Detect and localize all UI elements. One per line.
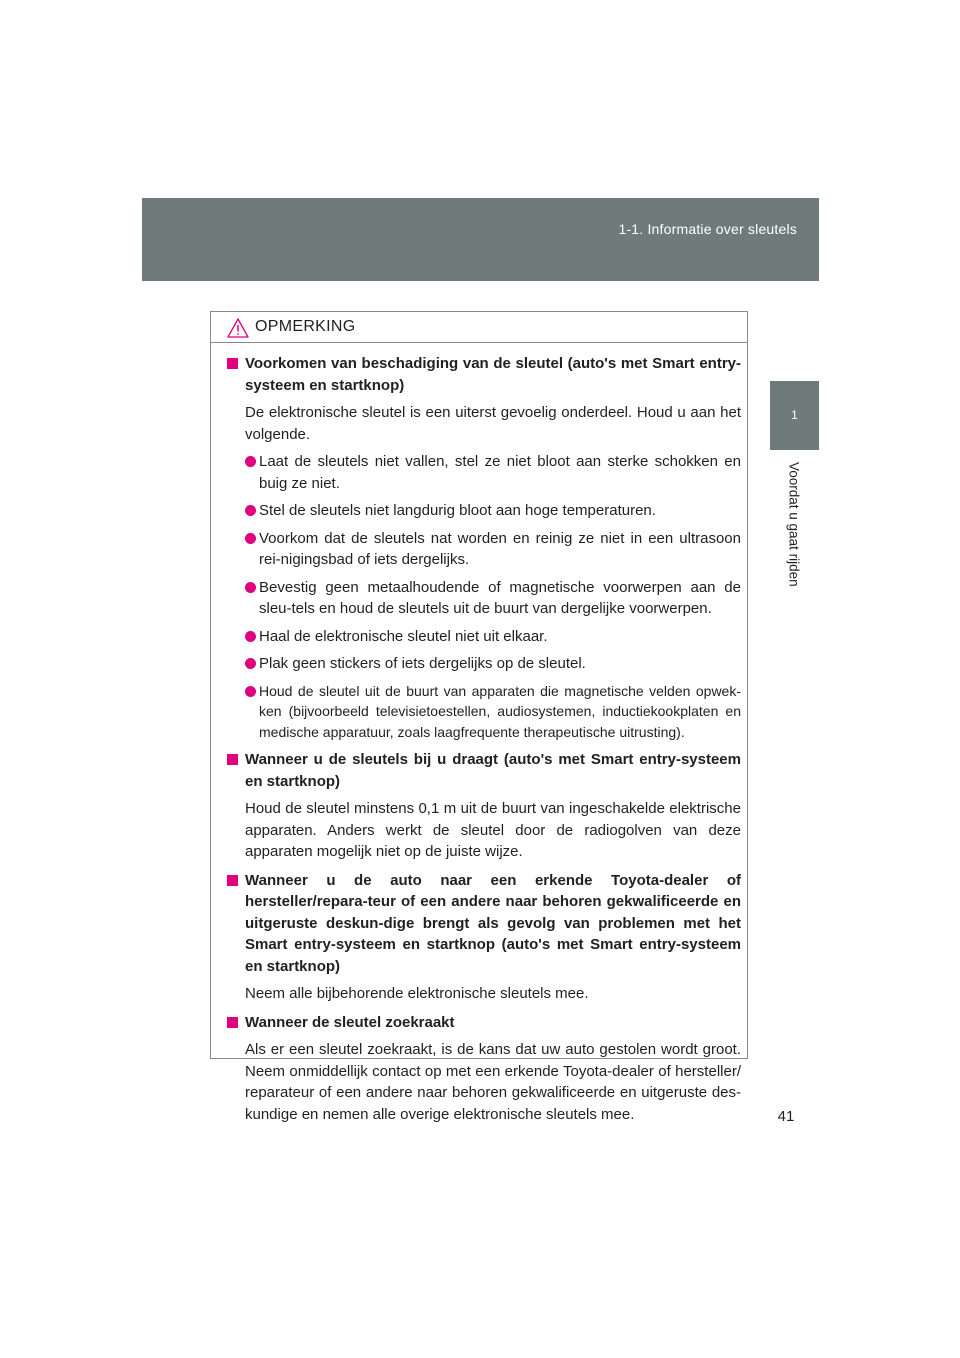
round-bullet-icon xyxy=(245,582,256,593)
round-bullet-icon xyxy=(245,533,256,544)
notice-title: OPMERKING xyxy=(255,318,356,335)
notice-box xyxy=(210,311,748,1123)
notice-section xyxy=(227,749,741,863)
section-header-band xyxy=(142,198,819,281)
notice-section xyxy=(227,1012,741,1126)
list-item: Bevestig geen metaalhoudende of magnetische voorwerpen aan de sleu-tels en houd de sleutels uit de buurt van dergelijke voorwerpen. xyxy=(227,577,741,620)
page-number: 41 xyxy=(777,1108,795,1125)
notice-body xyxy=(211,343,747,1125)
square-bullet-icon xyxy=(227,754,238,765)
round-bullet-icon xyxy=(245,686,256,697)
round-bullet-icon xyxy=(245,631,256,642)
square-bullet-icon xyxy=(227,875,238,886)
notice-header xyxy=(211,312,747,343)
list-item: Haal de elektronische sleutel niet uit elkaar. xyxy=(227,626,741,648)
list-item: Stel de sleutels niet langdurig bloot aan hoge temperaturen. xyxy=(227,500,741,522)
list-item: Laat de sleutels niet vallen, stel ze niet bloot aan sterke schokken en buig ze niet. xyxy=(227,451,741,494)
chapter-label xyxy=(770,462,819,602)
section-paragraph: Neem alle bijbehorende elektronische sleutels mee. xyxy=(245,985,589,1002)
list-item: Houd de sleutel uit de buurt van apparaten die magnetische velden opwek-ken (bijvoorbeeld televisietoestellen, audiosystemen, inductiekookplaten en medische apparatuur, zoals laagfrequente therapeutische uitrusting). xyxy=(227,681,741,743)
square-bullet-icon xyxy=(227,1017,238,1028)
warning-triangle-icon xyxy=(227,318,249,338)
notice-section xyxy=(227,353,741,742)
chapter-tab xyxy=(770,381,819,450)
section-heading: Wanneer u de auto naar een erkende Toyota-dealer of hersteller/repara-teur of een andere naar behoren gekwalificeerde en uitgeruste deskun-dige brengt als gevolg van problemen met het Smart entry-systeem en startknop (auto's met Smart entry-systeem en startknop) xyxy=(227,870,741,978)
section-title: 1-1. Informatie over sleutels xyxy=(618,221,797,237)
list-item: Voorkom dat de sleutels nat worden en reinig ze niet in een ultrasoon rei-nigingsbad of iets dergelijks. xyxy=(227,528,741,571)
notice-section xyxy=(227,870,741,1005)
section-heading: Wanneer de sleutel zoekraakt xyxy=(227,1012,741,1034)
section-paragraph: De elektronische sleutel is een uiterst gevoelig onderdeel. Houd u aan het volgende. xyxy=(245,404,741,443)
chapter-number: 1 xyxy=(791,408,798,422)
section-heading: Voorkomen van beschadiging van de sleutel (auto's met Smart entry-systeem en startknop) xyxy=(227,353,741,396)
round-bullet-icon xyxy=(245,658,256,669)
section-paragraph: Als er een sleutel zoekraakt, is de kans dat uw auto gestolen wordt groot. Neem onmiddellijk contact op met een erkende Toyota-dealer of hersteller/ reparateur of een andere naar behoren gekwalificeerde en uitgeruste des-kundige en nemen alle overige elektronische sleutels mee. xyxy=(245,1041,741,1123)
section-heading: Wanneer u de sleutels bij u draagt (auto's met Smart entry-systeem en startknop) xyxy=(227,749,741,792)
round-bullet-icon xyxy=(245,456,256,467)
round-bullet-icon xyxy=(245,505,256,516)
square-bullet-icon xyxy=(227,358,238,369)
section-paragraph: Houd de sleutel minstens 0,1 m uit de buurt van ingeschakelde elektrische apparaten. Anders werkt de sleutel door de radiogolven van deze apparaten mogelijk niet op de juiste wijze. xyxy=(245,800,741,860)
chapter-label-text: Voordat u gaat rijden xyxy=(786,462,802,587)
list-item: Plak geen stickers of iets dergelijks op de sleutel. xyxy=(227,653,741,675)
